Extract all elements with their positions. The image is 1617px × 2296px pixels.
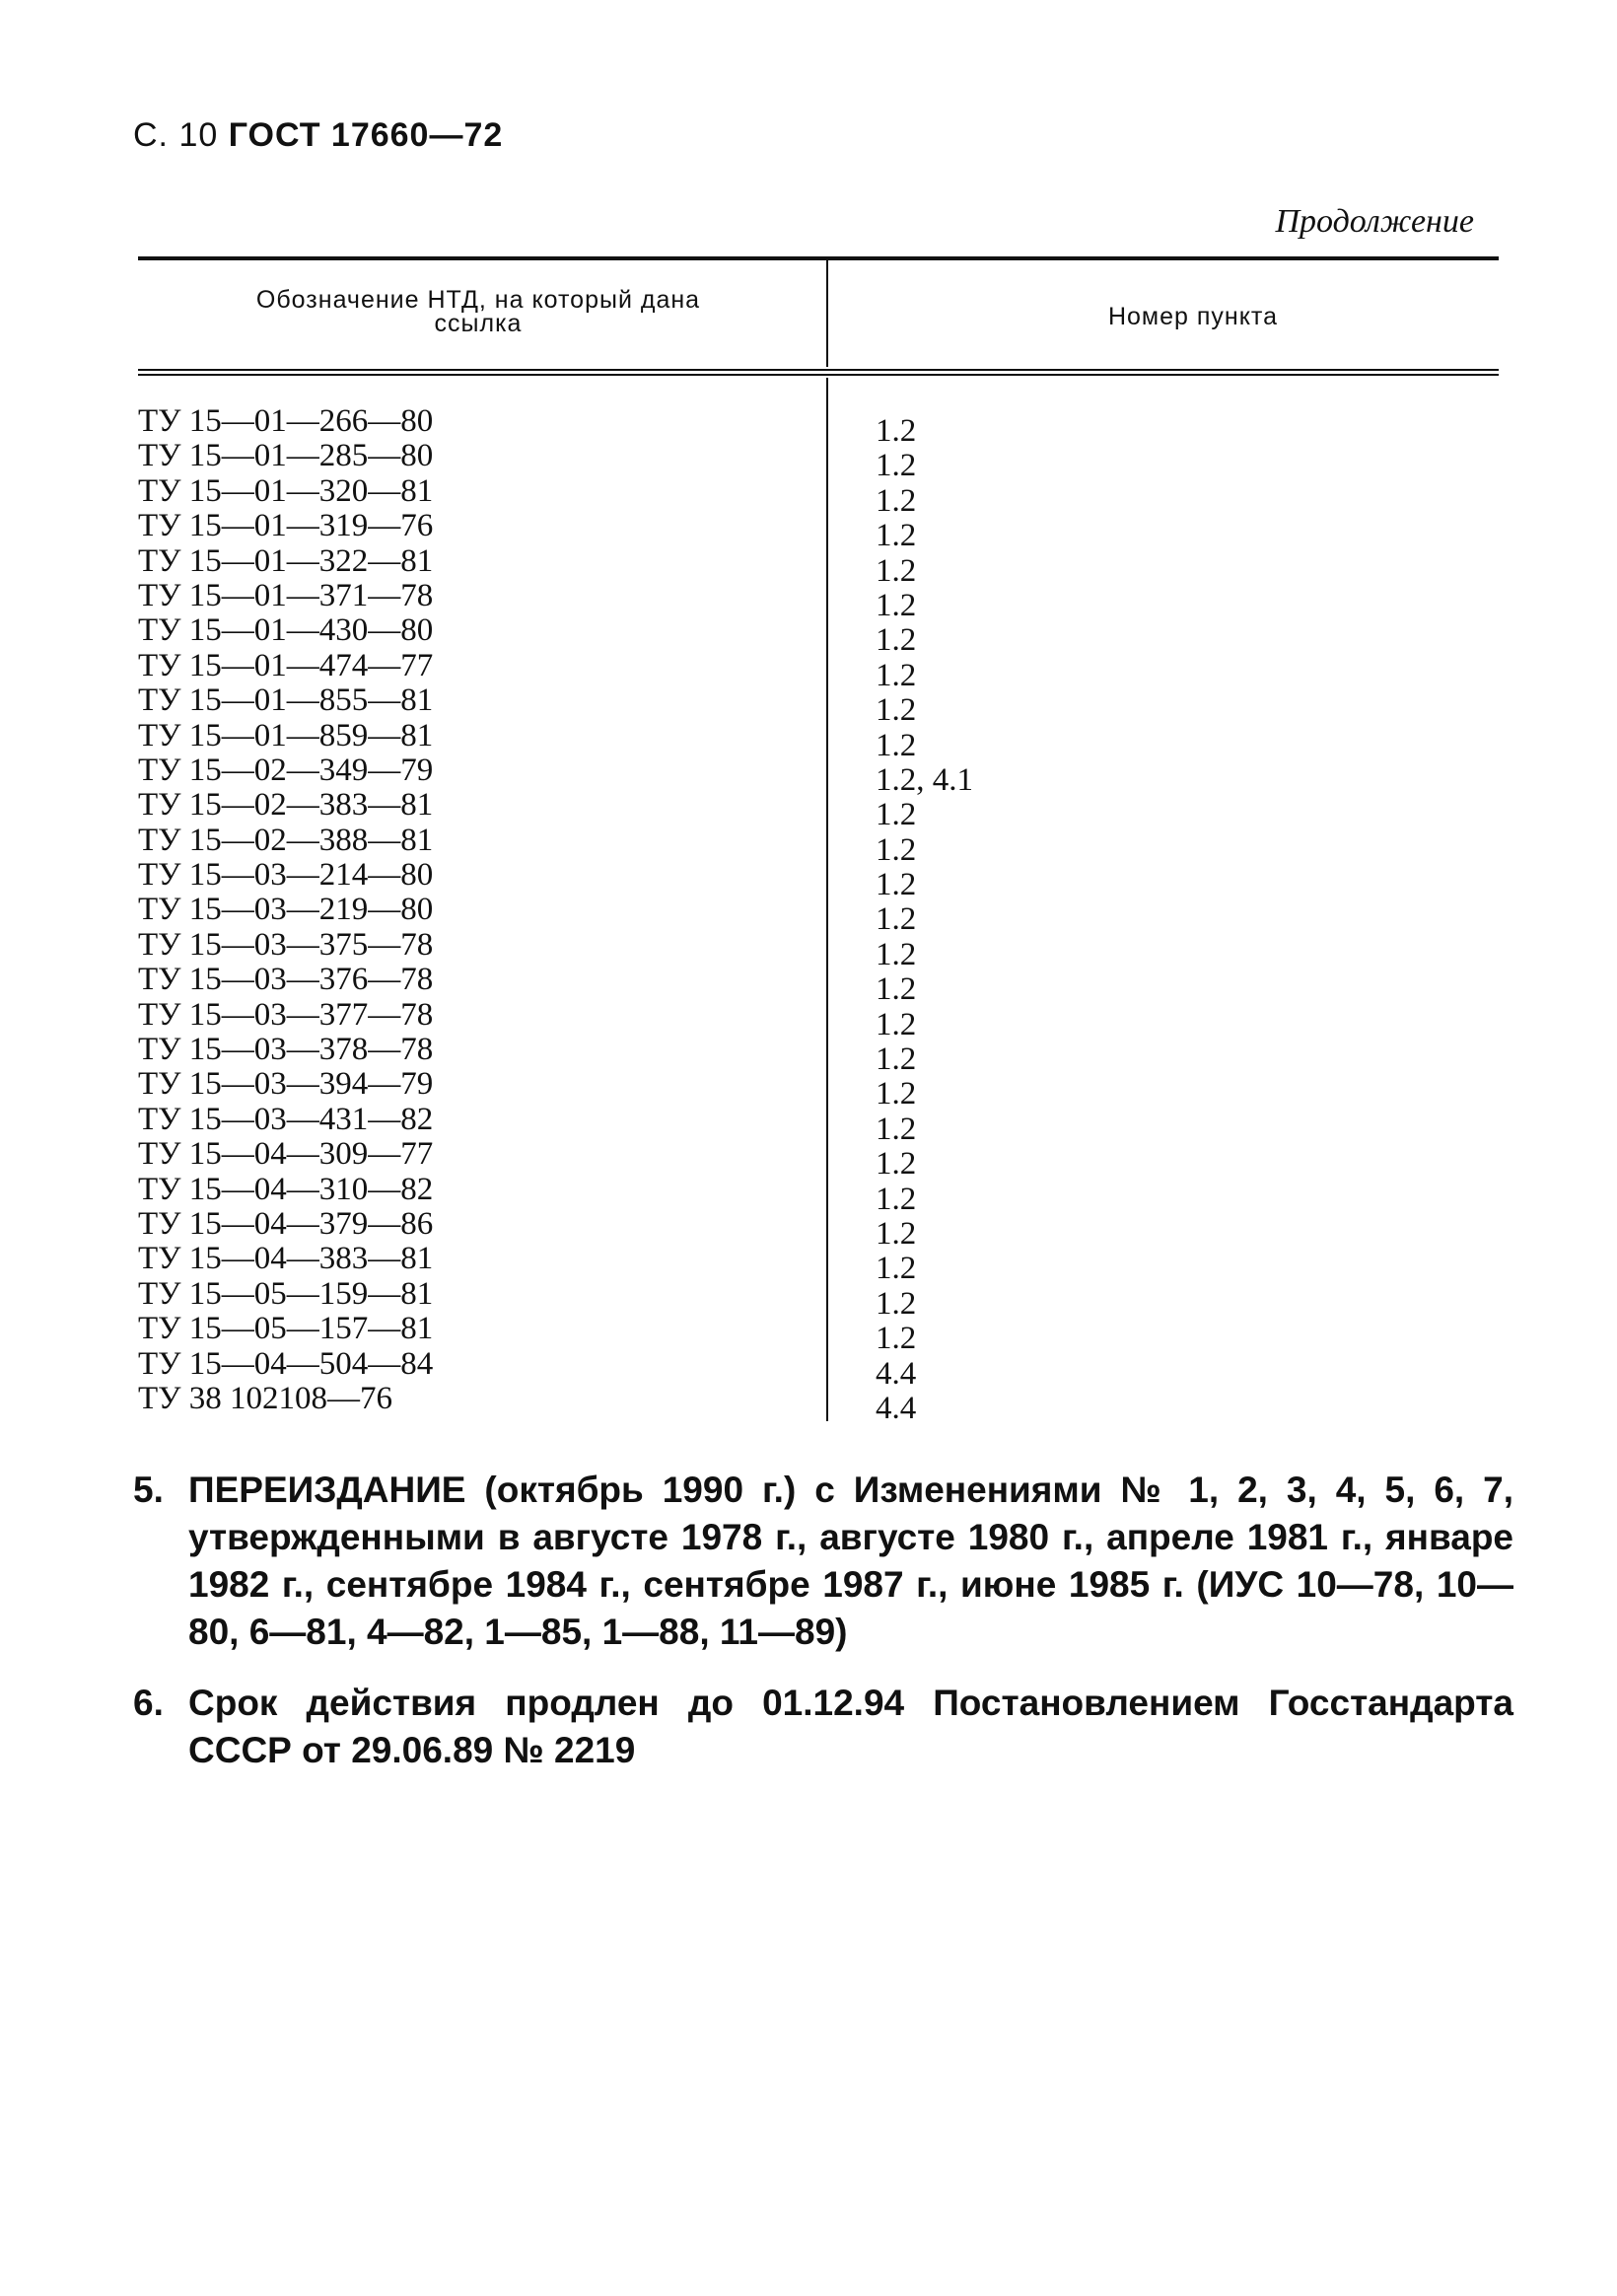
table-cell-clause: 1.2 bbox=[876, 518, 917, 554]
page-header bbox=[133, 116, 503, 155]
table-cell-ref: ТУ 15—03—214—80 bbox=[138, 857, 434, 894]
table-cell-clause: 4.4 bbox=[876, 1355, 917, 1392]
table-cell-clause: 1.2 bbox=[876, 1041, 917, 1078]
table-cell-ref: ТУ 15—01—319—76 bbox=[138, 508, 434, 544]
table-cell-clause: 1.2 bbox=[876, 482, 917, 519]
table-cell-ref: ТУ 15—04—310—82 bbox=[138, 1171, 434, 1207]
header-clause: Номер пункта bbox=[1107, 303, 1279, 330]
table-cell-ref: ТУ 15—01—266—80 bbox=[138, 403, 434, 439]
table-cell-ref: ТУ 15—04—383—81 bbox=[138, 1241, 434, 1277]
table-cell-ref: ТУ 15—03—394—79 bbox=[138, 1066, 434, 1103]
table-cell-ref: ТУ 15—01—430—80 bbox=[138, 612, 434, 649]
table-cell-clause: 1.2 bbox=[876, 1146, 917, 1183]
table-cell-ref: ТУ 15—03—219—80 bbox=[138, 892, 434, 928]
header-reference: Обозначение НТД, на который дана ссылка bbox=[255, 286, 701, 337]
table-cell-clause: 1.2 bbox=[876, 552, 917, 589]
note-validity bbox=[133, 1680, 1513, 1774]
table-cell-ref: ТУ 15—01—320—81 bbox=[138, 472, 434, 509]
table-cell-clause: 1.2 bbox=[876, 1321, 917, 1357]
table-cell-ref: ТУ 15—04—504—84 bbox=[138, 1345, 434, 1382]
table-cell-clause: 1.2 bbox=[876, 1285, 917, 1322]
table-cell-ref: ТУ 15—03—431—82 bbox=[138, 1101, 434, 1137]
table-cell-clause: 1.2 bbox=[876, 1215, 917, 1252]
table-cell-ref: ТУ 15—04—309—77 bbox=[138, 1136, 434, 1173]
table-cell-ref: ТУ 15—01—859—81 bbox=[138, 717, 434, 753]
table-cell-clause: 1.2 bbox=[876, 622, 917, 659]
table-cell-clause: 1.2 bbox=[876, 1251, 917, 1287]
clause-column bbox=[876, 414, 1369, 1426]
table-cell-ref: ТУ 38 102108—76 bbox=[138, 1380, 393, 1416]
table-cell-clause: 1.2 bbox=[876, 901, 917, 938]
table-cell-ref: ТУ 15—01—855—81 bbox=[138, 682, 434, 719]
standard-code: ГОСТ 17660—72 bbox=[228, 116, 504, 154]
table-cell-ref: ТУ 15—05—157—81 bbox=[138, 1311, 434, 1347]
table-cell-clause: 1.2 bbox=[876, 1076, 917, 1112]
table-cell-clause: 1.2 bbox=[876, 936, 917, 972]
table-cell-clause: 1.2 bbox=[876, 692, 917, 729]
note-reissue bbox=[133, 1467, 1513, 1656]
continuation-label: Продолжение bbox=[1275, 203, 1474, 240]
table-cell-ref: ТУ 15—02—388—81 bbox=[138, 822, 434, 858]
table-cell-ref: ТУ 15—04—379—86 bbox=[138, 1205, 434, 1242]
table-cell-ref: ТУ 15—03—376—78 bbox=[138, 962, 434, 998]
table-cell-clause: 1.2 bbox=[876, 831, 917, 868]
table-header-rule bbox=[138, 369, 1499, 371]
table-cell-clause: 1.2 bbox=[876, 657, 917, 693]
table-cell-clause: 1.2 bbox=[876, 1111, 917, 1147]
column-divider bbox=[826, 260, 828, 367]
note-number: 6. bbox=[133, 1683, 164, 1723]
table-cell-clause: 1.2 bbox=[876, 587, 917, 623]
table-cell-clause: 1.2 bbox=[876, 413, 917, 449]
note-text: Срок действия продлен до 01.12.94 Постановлением Госстандарта СССР от 29.06.89 № 2219 bbox=[188, 1683, 1513, 1770]
table-cell-ref: ТУ 15—01—371—78 bbox=[138, 577, 434, 613]
page-number: С. 10 bbox=[133, 116, 219, 154]
table-cell-clause: 1.2, 4.1 bbox=[876, 761, 973, 798]
table-cell-clause: 1.2 bbox=[876, 797, 917, 833]
table-cell-ref: ТУ 15—05—159—81 bbox=[138, 1275, 434, 1312]
table-top-rule bbox=[138, 256, 1499, 260]
table-cell-ref: ТУ 15—03—377—78 bbox=[138, 996, 434, 1033]
table-header-rule-2 bbox=[138, 374, 1499, 376]
table-cell-ref: ТУ 15—02—349—79 bbox=[138, 752, 434, 788]
table-cell-clause: 1.2 bbox=[876, 867, 917, 903]
table-cell-ref: ТУ 15—03—375—78 bbox=[138, 926, 434, 963]
table-cell-ref: ТУ 15—01—322—81 bbox=[138, 542, 434, 579]
table-cell-ref: ТУ 15—02—383—81 bbox=[138, 787, 434, 824]
reference-column bbox=[138, 404, 730, 1416]
table-cell-clause: 1.2 bbox=[876, 1006, 917, 1042]
table-cell-clause: 1.2 bbox=[876, 1181, 917, 1217]
column-divider-body bbox=[826, 378, 828, 1421]
table-cell-clause: 1.2 bbox=[876, 448, 917, 484]
table-cell-ref: ТУ 15—03—378—78 bbox=[138, 1032, 434, 1068]
note-text: ПЕРЕИЗДАНИЕ (октябрь 1990 г.) с Изменениями № 1, 2, 3, 4, 5, 6, 7, утвержденными в августе 1978 г., августе 1980 г., апреле 1981 г., январе 1982 г., сентябре 1984 г., сентябре 1987 г., июне 1985 г. (ИУС 10—78, 10—80, 6—81, 4—82, 1—85, 1—88, 11—89) bbox=[188, 1470, 1513, 1652]
table-cell-clause: 1.2 bbox=[876, 727, 917, 763]
table-cell-clause: 4.4 bbox=[876, 1390, 917, 1426]
table-cell-ref: ТУ 15—01—474—77 bbox=[138, 647, 434, 683]
table-cell-clause: 1.2 bbox=[876, 971, 917, 1008]
note-number: 5. bbox=[133, 1470, 164, 1510]
table-cell-ref: ТУ 15—01—285—80 bbox=[138, 438, 434, 474]
